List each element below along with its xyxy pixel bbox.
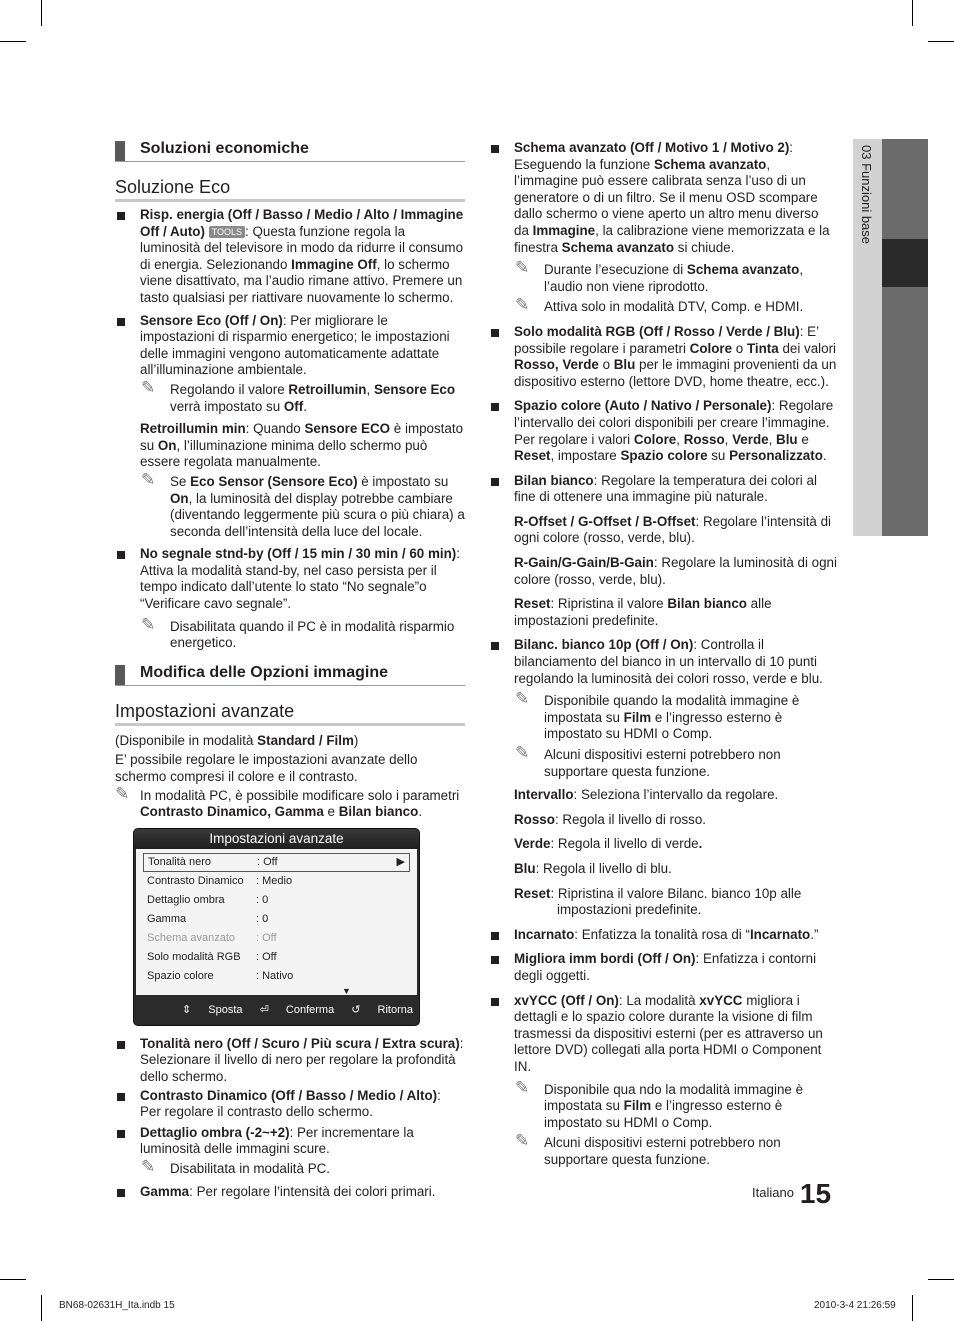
side-tab-block (882, 139, 928, 239)
list-item-sensore-eco: Sensore Eco (Off / On): Per migliorare le impostazioni di risparmio energetico; le impostazioni delle immagini vengono automaticamente adattate all’illuminazione ambientale. ✎ Regolando il valore Retroillumin, Sensore Eco verrà impostato su Off. Retroillumin min: Quando Sensore ECO è impostato su On, l’illuminazione minima dello schermo può essere regolata manualmente. ✎ Se Eco Sensor (Sensore Eco) è impostato su On, la luminosità del display potrebbe cambiare (diventando leggermente più scura o più chiara) a seconda dell’intensità della luce del locale. (115, 313, 465, 541)
list-item-gamma: Gamma: Per regolare l’intensità dei colori primari. (115, 1184, 465, 1201)
osd-row-tonalita-nero[interactable]: Tonalità nero : Off ▶ (143, 853, 410, 872)
osd-panel (136, 849, 417, 995)
sub-paragraph: Reset: Ripristina il valore Bilan bianco alle impostazioni predefinite. (514, 596, 772, 628)
left-column (115, 138, 465, 1200)
note: ✎ Disabilitata quando il PC è in modalità risparmio energetico. (141, 614, 455, 651)
tools-icon: TOOLS (209, 226, 245, 238)
note: ✎ Regolando il valore Retroillumin, Sensore Eco verrà impostato su Off. (141, 377, 456, 414)
crop-mark (0, 1279, 26, 1280)
note-pencil-icon: ✎ (515, 258, 530, 278)
crop-mark (41, 1295, 42, 1321)
arrow-right-icon: ▶ (396, 855, 405, 868)
sub-paragraph: Reset: Ripristina il valore Bilanc. bianco 10p alle impostazioni predefinite. (514, 885, 802, 918)
osd-title: Impostazioni avanzate (134, 829, 419, 849)
list-item-solo-rgb: Solo modalità RGB (Off / Rosso / Verde / Blu): E’ possibile regolare i parametri Colore o Tinta dei valori Rosso, Verde o Blu per le immagini provenienti da un dispositivo esterno (lettore DVD, home theatre, ecc.). (489, 324, 837, 390)
note: ✎ Durante l’esecuzione di Schema avanzato, l’audio non viene riprodotto. (515, 258, 804, 294)
scroll-down-icon[interactable]: ▼ (342, 985, 351, 996)
list-item-no-segnale: No segnale stnd-by (Off / 15 min / 30 min / 60 min): Attiva la modalità stand-by, nel caso persista per il tempo indicato dall’utente lo stato “No segnale”o “Verificare cavo segnale”. ✎ Disabilitata quando il PC è in modalità risparmio energetico. (115, 546, 465, 652)
confirm-hint: ⏎ Conferma (259, 1003, 335, 1016)
osd-row-schema-avanzato: Schema avanzato : Off (147, 931, 277, 944)
side-tab-active-block (882, 239, 928, 287)
page-number: 15 (799, 1178, 832, 1209)
section-title: Modifica delle Opzioni immagine (115, 662, 465, 686)
heading-soluzione-eco: Soluzione Eco (115, 176, 465, 202)
list-item-contrasto-dinamico: Contrasto Dinamico (Off / Basso / Medio / Alto): Per regolare il contrasto dello schermo. (115, 1088, 465, 1121)
crop-mark (928, 41, 954, 42)
note-pencil-icon: ✎ (141, 377, 156, 397)
note: ✎ Disponibile qua ndo la modalità immagine è impostata su Film e l’ingresso esterno è impostato su HDMI o Comp. (515, 1077, 804, 1130)
note-pencil-icon: ✎ (115, 783, 130, 803)
crop-mark (0, 41, 26, 42)
list-item-spazio-colore: Spazio colore (Auto / Nativo / Personale): Regolare l’intervallo dei colori disponibili per creare l’immagine. Per regolare i valori Colore, Rosso, Verde, Blu e Reset, impostare Spazio colore su Personalizzato. (489, 398, 837, 464)
osd-row-solo-rgb[interactable]: Solo modalità RGB : Off (147, 950, 277, 963)
note: ✎ Se Eco Sensor (Sensore Eco) è impostato su On, la luminosità del display potrebbe cambiare (diventando leggermente più scura o più chiara) a seconda dell’intensità della luce del locale. (141, 469, 465, 539)
heading-impostazioni-avanzate: Impostazioni avanzate (115, 700, 465, 726)
note-pencil-icon: ✎ (515, 1077, 530, 1097)
crop-mark (928, 1279, 954, 1280)
sub-paragraph: Intervallo: Seleziona l’intervallo da regolare. (514, 787, 779, 803)
osd-row-spazio-colore[interactable]: Spazio colore : Nativo (147, 969, 294, 982)
note: ✎ Attiva solo in modalità DTV, Comp. e HDMI. (515, 295, 804, 315)
right-column (489, 138, 837, 1168)
osd-menu (133, 828, 420, 1026)
crop-mark (912, 0, 913, 26)
side-tab-label: 03 Funzioni base (859, 145, 874, 245)
page-number-block (752, 1178, 831, 1210)
sub-paragraph: R-Offset / G-Offset / B-Offset: Regolare l’intensità di ogni colore (rosso, verde, blu). (514, 513, 832, 546)
sub-paragraph: Retroillumin min: Quando Sensore ECO è impostato su On, l’illuminazione minima dello schermo può essere regolata manualmente. (140, 421, 464, 470)
sub-paragraph: Verde: Regola il livello di verde. (514, 836, 703, 852)
note-pencil-icon: ✎ (515, 689, 530, 709)
note: ✎ Disabilitata in modalità PC. (141, 1156, 331, 1176)
list-item-dettaglio-ombra: Dettaglio ombra (-2~+2): Per incrementare la luminosità delle immagini scure. ✎ Disabilitata in modalità PC. (115, 1125, 465, 1178)
osd-row-dettaglio-ombra[interactable]: Dettaglio ombra : 0 (147, 893, 269, 906)
sub-paragraph: Blu: Regola il livello di blu. (514, 860, 672, 876)
sub-paragraph: Rosso: Regola il livello di rosso. (514, 811, 707, 827)
note: ✎ Disponibile quando la modalità immagine è impostata su Film e l’ingresso esterno è impostato su HDMI o Comp. (515, 689, 800, 742)
list-item-risp-energia: Risp. energia (Off / Basso / Medio / Alto / Immagine Off / Auto) TOOLS : Questa funzione regola la luminosità del televisore in modo da ridurre il consumo di energia. Selezionando Immagine Off, lo schermo viene disattivato, ma l’audio rimane attivo. Premere un tasto qualsiasi per riattivare nuovamente lo schermo. (115, 207, 465, 307)
footer-timestamp: 2010-3-4 21:26:59 (814, 1300, 896, 1311)
side-tab-block (882, 287, 928, 536)
list-item-incarnato: Incarnato: Enfatizza la tonalità rosa di “Incarnato.” (489, 927, 837, 944)
list-item-schema-avanzato: Schema avanzato (Off / Motivo 1 / Motivo 2): Eseguendo la funzione Schema avanzato, l’immagine può essere calibrata senza l’uso di un generatore o di un filtro. Se il menu OSD scompare dallo schermo o viene aperto un altro menu diverso da Immagine, la calibrazione viene memorizzata e la finestra Schema avanzato si chiude. ✎ Durante l’esecuzione di Schema avanzato, l’audio non viene riprodotto. ✎ Attiva solo in modalità DTV, Comp. e HDMI. (489, 140, 837, 316)
page-language: Italiano (752, 1185, 794, 1200)
note: ✎ In modalità PC, è possibile modificare solo i parametri Contrasto Dinamico, Gamma e Bilan bianco. (115, 783, 460, 820)
osd-row-gamma[interactable]: Gamma : 0 (147, 912, 269, 925)
list-item-tonalita-nero: Tonalità nero (Off / Scuro / Più scura / Extra scura): Selezionare il livello di nero per regolare la profondità dello schermo. (115, 1036, 465, 1086)
note: ✎ Alcuni dispositivi esterni potrebbero non supportare questa funzione. (515, 1131, 781, 1167)
note: ✎ Alcuni dispositivi esterni potrebbero non supportare questa funzione. (515, 743, 781, 779)
crop-mark (912, 1295, 913, 1321)
osd-footer (134, 995, 419, 1025)
crop-mark (41, 0, 42, 26)
note-pencil-icon: ✎ (141, 469, 156, 489)
move-hint: ⇕ Sposta (182, 1003, 243, 1016)
footer-file: BN68-02631H_Ita.indb 15 (59, 1300, 175, 1311)
note-pencil-icon: ✎ (515, 743, 530, 762)
note-pencil-icon: ✎ (515, 1131, 530, 1151)
sub-paragraph: R-Gain/G-Gain/B-Gain: Regolare la luminosità di ogni colore (rosso, verde, blu). (514, 555, 837, 587)
note-pencil-icon: ✎ (141, 614, 156, 634)
section-title: Soluzioni economiche (115, 138, 465, 162)
list-item-xvycc: xvYCC (Off / On): La modalità xvYCC migliora i dettagli e lo spazio colore durante la visione di film trasmessi da dispositivi esterni (per es attraverso un lettore DVD) collegati alla porta HDMI o Component IN. ✎ Disponibile qua ndo la modalità immagine è impostata su Film e l’ingresso esterno è impostato su HDMI o Comp. ✎ Alcuni dispositivi esterni potrebbero non supportare questa funzione. (489, 993, 837, 1169)
osd-row-contrasto-dinamico[interactable]: Contrasto Dinamico : Medio (147, 874, 293, 887)
availability-text: (Disponibile in modalità Standard / Film) (115, 732, 359, 748)
list-item-bilanc-bianco-10p: Bilanc. bianco 10p (Off / On): Controlla il bilanciamento del bianco in un intervallo di 10 punti regolando la luminosità dei colori rosso, verde e blu. ✎ Disponibile quando la modalità immagine è impostata su Film e l’ingresso esterno è impostato su HDMI o Comp. ✎ Alcuni dispositivi esterni potrebbero non supportare questa funzione. Intervallo: Seleziona l’intervallo da regolare. Rosso: Regola il livello di rosso. Verde: Regola il livello di verde. Blu: Regola il livello di blu. Reset: Ripristina il valore Bilanc. bianco 10p alle impostazioni predefinite. (489, 637, 837, 918)
note-pencil-icon: ✎ (141, 1156, 156, 1176)
list-item-migliora-bordi: Migliora imm bordi (Off / On): Enfatizza i contorni degli oggetti. (489, 951, 837, 984)
intro-text: E’ possibile regolare le impostazioni avanzate dello schermo compresi il colore e il contrasto. (115, 752, 418, 785)
back-hint: ↺ Ritorna (351, 1003, 413, 1016)
list-item-bilan-bianco: Bilan bianco: Regolare la temperatura dei colori al fine di ottenere una immagine più naturale. R-Offset / G-Offset / B-Offset: Regolare l’intensità di ogni colore (rosso, verde, blu). R-Gain/G-Gain/B-Gain: Regolare la luminosità di ogni colore (rosso, verde, blu). Reset: Ripristina il valore Bilan bianco alle impostazioni predefinite. (489, 473, 837, 630)
note-pencil-icon: ✎ (515, 295, 530, 315)
